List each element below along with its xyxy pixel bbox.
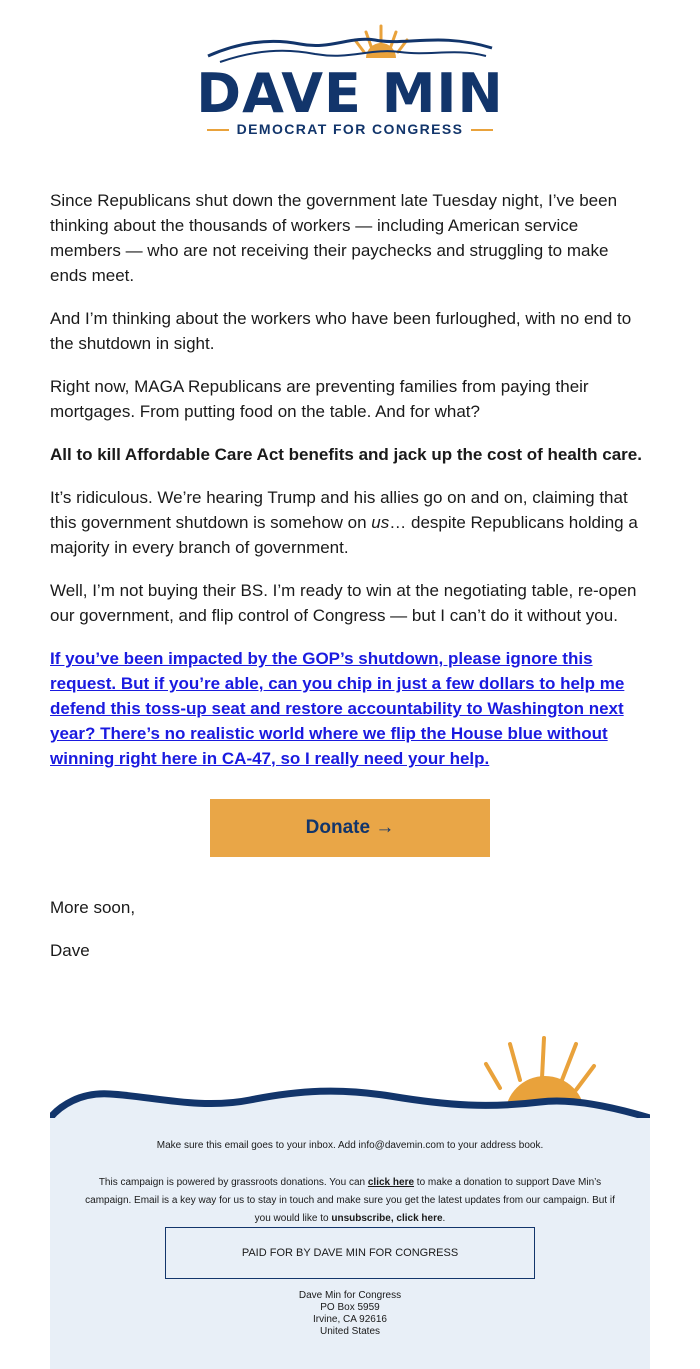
body-paragraph-6: Well, I’m not buying their BS. I’m ready to win at the negotiating table, re-open our government, and flip control of Congress — but I can’t do it without you.	[50, 581, 637, 625]
paid-for-disclaimer: PAID FOR BY DAVE MIN FOR CONGRESS	[165, 1227, 535, 1279]
tagline-text: DEMOCRAT FOR CONGRESS	[236, 121, 464, 137]
mountains-sun-logo-icon	[200, 18, 500, 66]
tagline-dash-right	[471, 129, 493, 131]
unsubscribe-link[interactable]: unsubscribe, click here	[331, 1213, 443, 1224]
email-body	[50, 188, 650, 981]
email-header	[0, 0, 700, 170]
body-paragraph-2: And I’m thinking about the workers who have been furloughed, with no end to the shutdown in sight.	[50, 309, 632, 353]
address-line: Dave Min for Congress	[298, 1290, 402, 1301]
body-paragraph-1: Since Republicans shut down the government late Tuesday night, I’ve been thinking about the thousands of workers — including American service members — who are not receiving their paychecks and struggling to make ends meet.	[50, 191, 618, 285]
grassroots-note	[78, 1174, 622, 1228]
powered-text-b: to make a donation to support Dave Min’s campaign. Email is a key way for us to stay in touch and make sure you get the latest updates from our campaign. But if you would like to	[85, 1177, 615, 1224]
powered-text-end: .	[442, 1213, 446, 1224]
signature: Dave	[50, 941, 90, 960]
para5-text-a: It’s ridiculous. We’re hearing Trump and his allies go on and on, claiming that this government shutdown is somehow on	[50, 488, 628, 532]
signoff: More soon,	[50, 898, 136, 917]
address-line: United States	[319, 1326, 381, 1337]
body-paragraph-5	[50, 485, 650, 560]
body-paragraph-bold: All to kill Affordable Care Act benefits and jack up the cost of health care.	[50, 445, 642, 464]
para5-text-b: … despite Republicans holding a majority in every branch of government.	[50, 513, 638, 557]
inbox-note: Make sure this email goes to your inbox. Add info@davemin.com to your address book.	[156, 1140, 544, 1151]
donation-ask-link[interactable]: If you’ve been impacted by the GOP’s shutdown, please ignore this request. But if you’re able, can you chip in just a few dollars to help me defend this toss-up seat and restore accountability to Washington next year? There’s no realistic world where we flip the House blue without winning right here in CA-47, so I really need your help.	[50, 649, 625, 768]
tagline-dash-left	[207, 129, 229, 131]
para5-emphasis: us	[371, 513, 390, 532]
logo-wordmark: DAVE MIN	[196, 62, 504, 125]
donate-button-wrap	[50, 799, 650, 857]
logo-tagline	[0, 121, 700, 137]
donation-click-here-link[interactable]: click here	[367, 1177, 415, 1188]
email-footer	[50, 1118, 650, 1369]
footer-wave-sun-icon	[50, 1036, 650, 1126]
powered-text-a: This campaign is powered by grassroots donations. You can	[98, 1177, 368, 1188]
address-line: Irvine, CA 92616	[313, 1314, 387, 1325]
donate-button[interactable]: Donate →	[210, 799, 490, 857]
donation-ask-paragraph	[50, 646, 650, 771]
mailing-address	[50, 1290, 650, 1338]
address-line: PO Box 5959	[320, 1302, 380, 1313]
body-paragraph-3: Right now, MAGA Republicans are preventing families from paying their mortgages. From putting food on the table. And for what?	[50, 377, 589, 421]
